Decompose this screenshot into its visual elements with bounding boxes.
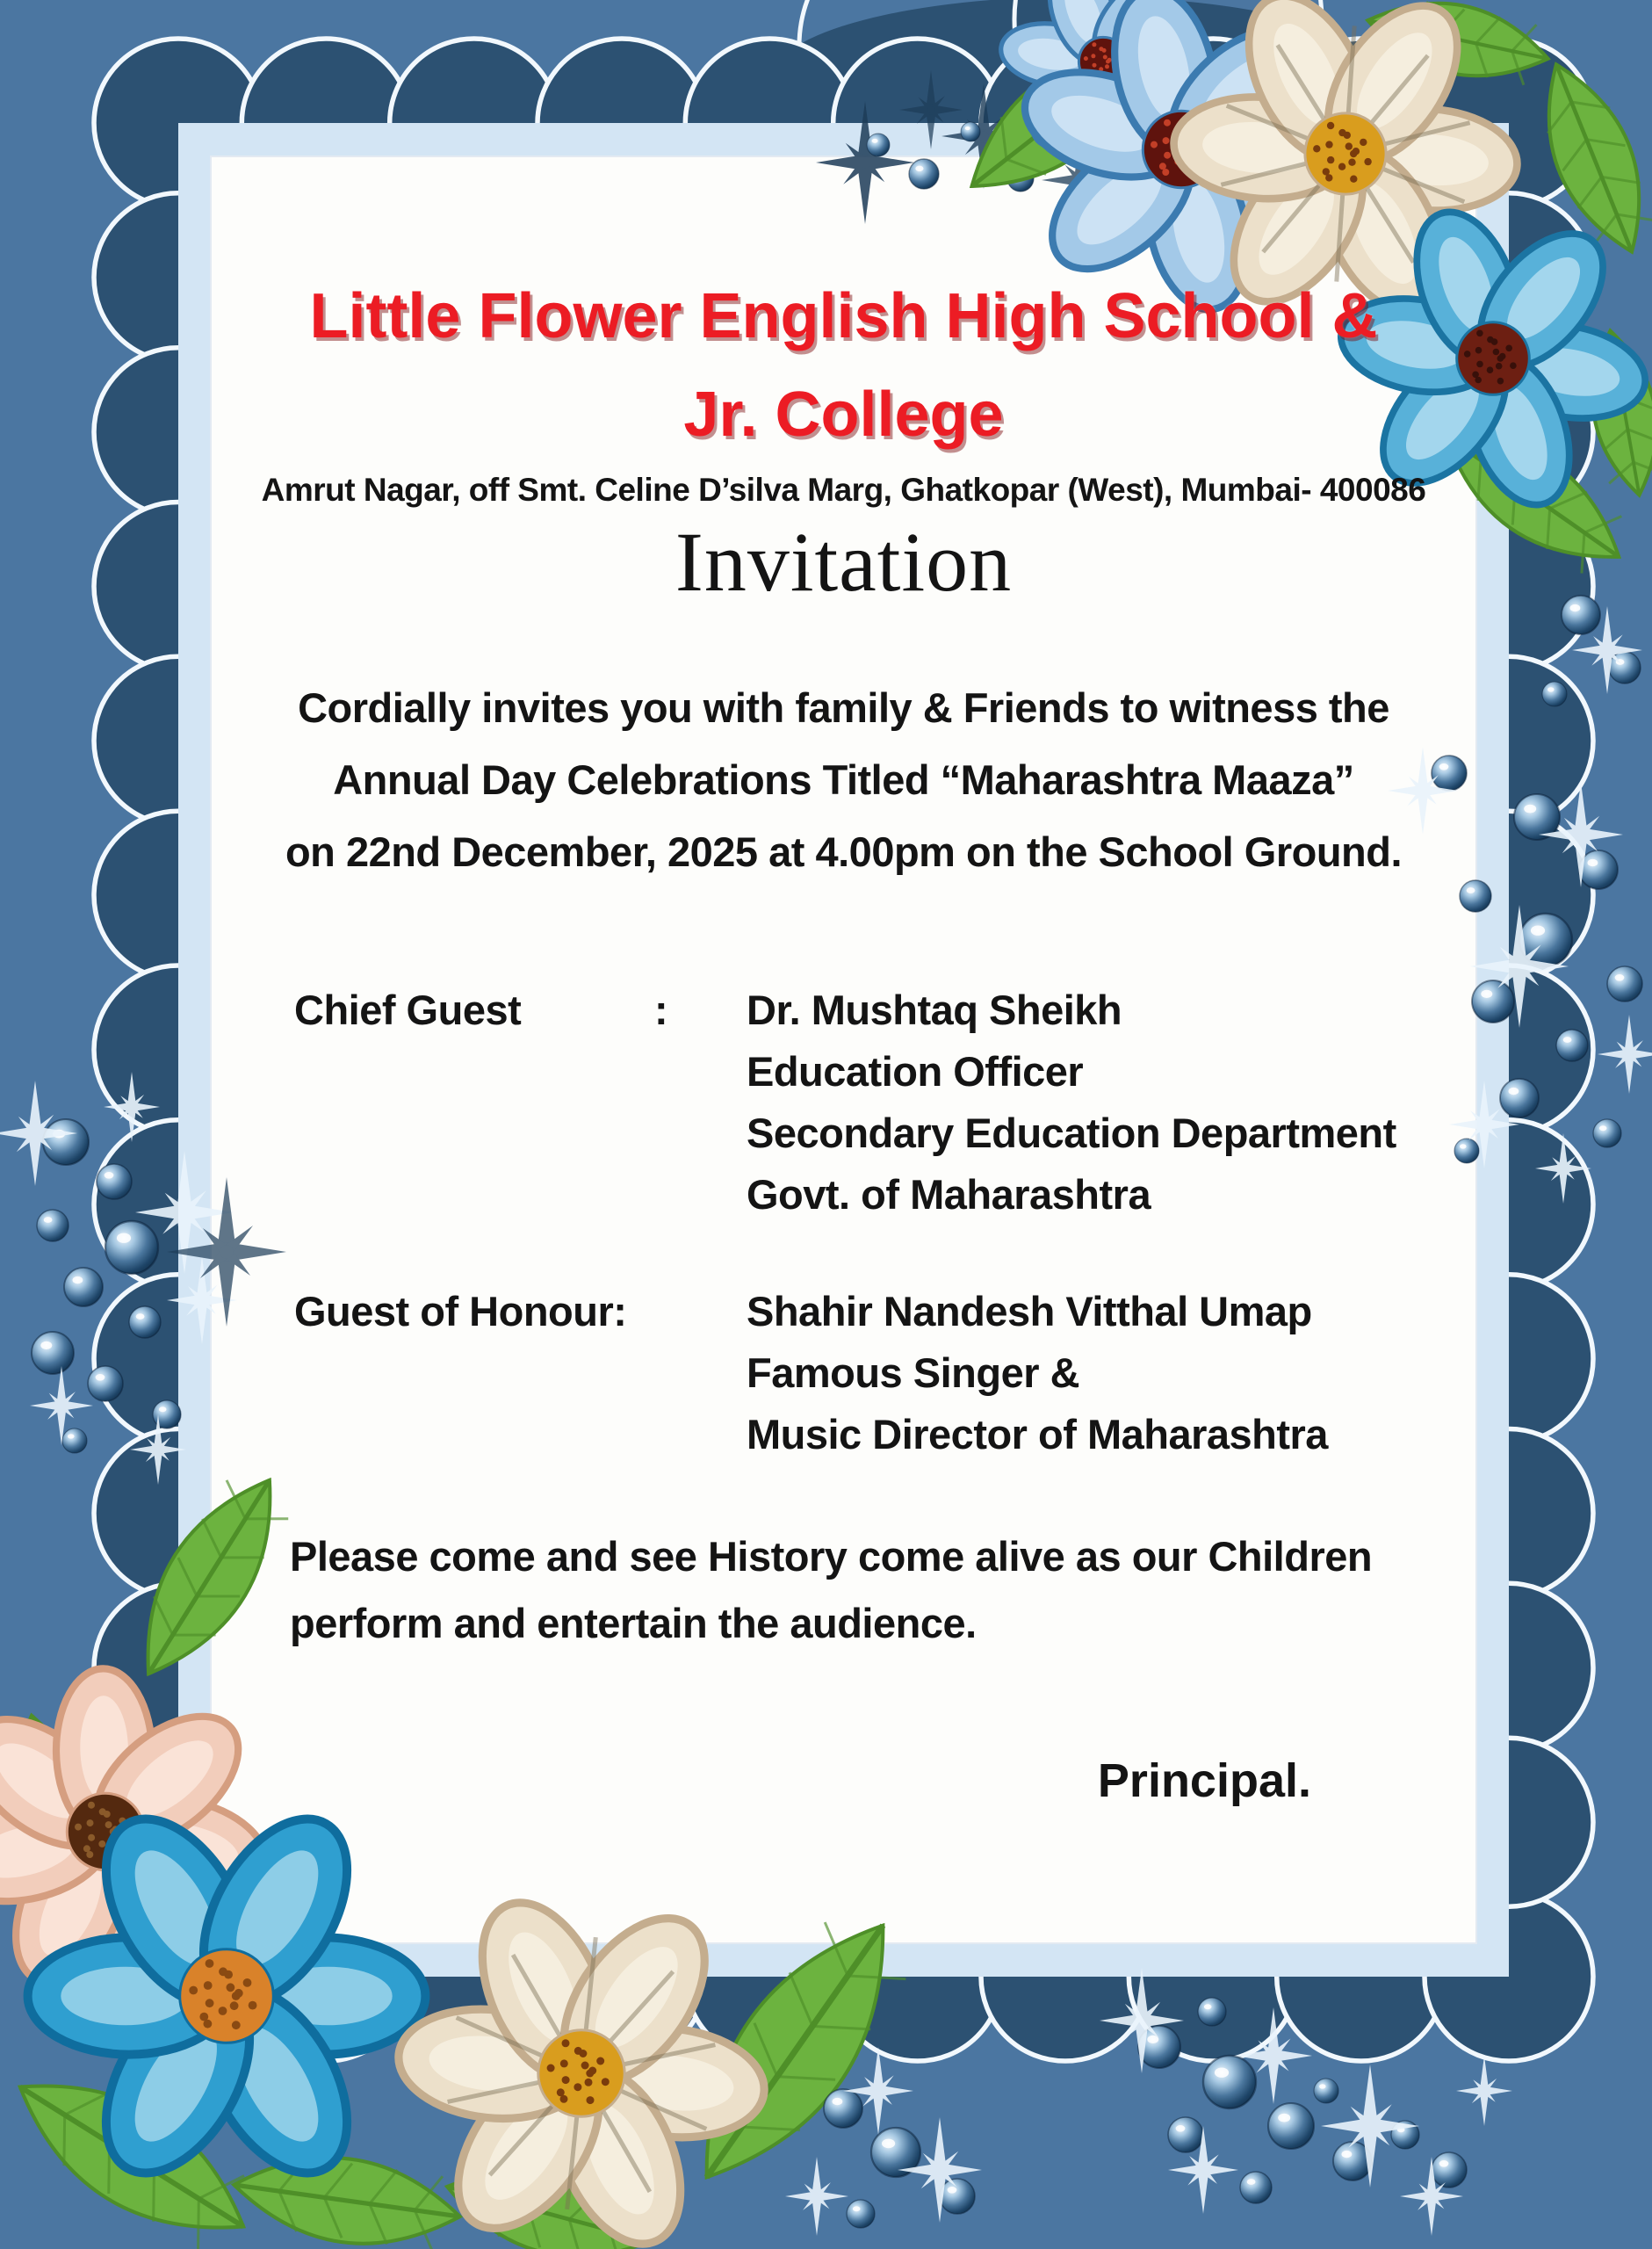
guest-of-honour-name: Shahir Nandesh Vitthal Umap <box>747 1288 1312 1334</box>
guest-of-honour-details <box>747 1281 1328 1465</box>
chief-guest-role3: Govt. of Maharashtra <box>747 1171 1151 1218</box>
guest-of-honour-role2: Music Director of Maharashtra <box>747 1411 1328 1457</box>
closing-message <box>290 1523 1372 1657</box>
closing-line2: perform and entertain the audience. <box>290 1600 977 1646</box>
intro-line1: Cordially invites you with family & Friends to witness the <box>298 684 1389 731</box>
chief-guest-label: Chief Guest <box>294 987 522 1033</box>
school-name-line1: Little Flower English High School & <box>309 281 1378 351</box>
intro-line2: Annual Day Celebrations Titled “Maharashtra Maaza” <box>333 756 1354 803</box>
chief-guest-name: Dr. Mushtaq Sheikh <box>747 987 1122 1033</box>
page-title: Invitation <box>675 515 1013 609</box>
school-name <box>211 267 1476 464</box>
school-address: Amrut Nagar, off Smt. Celine D’silva Marg, Ghatkopar (West), Mumbai- 400086 <box>261 472 1426 508</box>
chief-guest-role1: Education Officer <box>747 1048 1084 1095</box>
guest-of-honour-label: Guest of Honour: <box>294 1288 627 1334</box>
chief-guest-details <box>747 980 1396 1226</box>
signature: Principal. <box>1097 1754 1311 1807</box>
chief-guest-colon: : <box>654 987 668 1033</box>
closing-line1: Please come and see History come alive as our Children <box>290 1533 1373 1580</box>
chief-guest-role2: Secondary Education Department <box>747 1110 1396 1156</box>
school-name-line2: Jr. College <box>683 380 1004 450</box>
intro-line3: on 22nd December, 2025 at 4.00pm on the School Ground. <box>285 828 1403 875</box>
intro-paragraph <box>211 672 1476 888</box>
guest-of-honour-role1: Famous Singer & <box>747 1349 1080 1396</box>
